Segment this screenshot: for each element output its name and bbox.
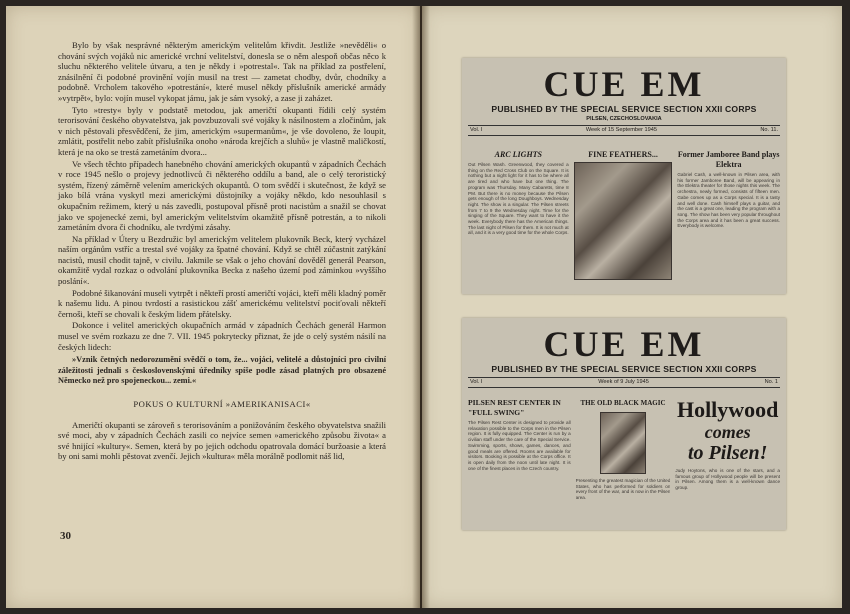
columns [468, 398, 780, 526]
headline-line: Hollywood [676, 398, 779, 422]
page-number: 30 [60, 530, 71, 542]
photo [574, 162, 673, 280]
column-jamboree [677, 150, 780, 288]
volume: Vol. I [470, 127, 483, 133]
issue-date: Week of 9 July 1945 [598, 379, 649, 385]
section-heading: POKUS O KULTURNÍ »AMERIKANISACI« [133, 399, 311, 409]
column-title: ARC LIGHTS [494, 150, 542, 159]
newspaper-clipping-2 [462, 318, 786, 530]
masthead: CUE EM [543, 324, 705, 364]
column-text: Presenting the greatest magician of the United States, who has performed for soldiers on every front of the war, and is now in the Pilsen area. [575, 478, 671, 501]
column-rest-center [468, 398, 571, 526]
column-text: Judy Hoytons, who is one of the stars, and a famous group of Hollywood people will be present in Pilsen. Among them is a well-known dance group. [675, 468, 780, 491]
volume: Vol. I [470, 379, 483, 385]
newspaper-clipping-1 [462, 58, 786, 294]
paragraph: Bylo by však nesprávné některým americkým velitelům křivdit. Jestliže »nevěděli« o chování svých vojáků nic americké vrchní velitelství, donesla se o něm alespoň občas něco k sluchu některého velitele útvaru, a ten je někdy i »potrestal«. Tak na příklad za postřelení, znásilnění či podobné provinění vojín musil na trest — zametat chodby, dvůr, chodníky a podobně. Vrcholem takového »potrestání«, které musel někdy příslušník americké armády »vytrpět«, bylo: vojín musel vykopat jámu, jak je sám vysoký, a zase ji zaházet. [58, 40, 386, 103]
column-hollywood [675, 398, 780, 526]
paragraph: Tyto »tresty« byly v podstatě metodou, jak američtí okupanti řídili celý systém terorisování českého obyvatelstva, jak povzbuzovali své vojáky k násilnostem a zločinům, jak v nich pěstovali přesvědčení, že jim, americkým »supermanům«, je vše dovoleno, že loupit, zmlátit, postřelit nebo zabít příslušníka onoho »národa krejčích a sluhů« je vlastně maličkostí, která je na oko se trestá zametáním dvora... [58, 104, 386, 157]
block-quote: »Vznik četných nedorozumění svědčí o tom, že... vojáci, velitelé a důstojníci pro civilní záležitosti jednali s československými úředníky spíše podle zásad platných pro obsazené Německo než pro spojeneckou... zemi.« [58, 355, 386, 386]
paragraph: Na příklad v Útery u Bezdružic byl americkým velitelem plukovník Beck, který vycházel naším orgánům vstříc a trestal své vojáky za špatné chování. Když se chtěl zúčastnit zatýkání nacistů, musil chodit tajně, v civilu. Jakmile se však o jeho chování dověděl generál Pearson, okamžitě vydal rozkaz o odvolání plukovníka Becka z našeho území pod záminkou »vyššího poslání«. [58, 233, 386, 287]
headline-line: comes [704, 422, 751, 442]
column-arc-lights [468, 150, 569, 288]
column-title: THE OLD BLACK MAGIC [580, 399, 666, 407]
column-title: Former Jamboree Band plays Elektra [677, 150, 780, 169]
column-title: FINE FEATHERS... [588, 150, 658, 159]
issue-bar [468, 377, 780, 388]
left-page-text [58, 40, 386, 463]
column-text: Gabriel Cash, a well-known in Pilsen area, with his former Jamboree Band, will be appearing in the Elektra theater for those nights this week. The orchestra, newly formed, consists of fifteen men. Gabe comes up as a Corps special. It is a tasty and well done. Cash himself plays a guitar, and the cast is a great one, leading the program with a song. The show has been very popular throughout the Corps area and it has been a great success. Everybody is welcome. [677, 172, 780, 229]
paragraph: Ve všech těchto případech hanebného chování amerických okupantů v západních Čechách v roce 1945 nešlo o projevy jednotlivců či některého oddílu a band, ale o celý teroristický systém, řízený záměrně velením amerických okupantů. O tom svědčí i skutečnost, že když se jako bílá vrána vyskytl mezi americkými důstojníky a vojáky někdo, kdo nesouhlasil s okupačním režimem, který u nás zavedli, postupoval přísně proti nacistům a snažil se chovat jako ve spojenecké zemi, byl americkým velitelstvím okamžitě přísně potrestán, a to nikoli zametáním dvora či chodníku, ale tvrdými zásahy. [58, 158, 386, 233]
column-black-magic [576, 398, 671, 526]
column-title: PILSEN REST CENTER IN "FULL SWING" [468, 398, 561, 417]
columns [468, 150, 780, 288]
issue-number: No. 1 [764, 379, 778, 385]
location-line: PILSEN, CZECHOSLOVAKIA [586, 116, 662, 122]
paragraph: Američtí okupanti se zároveň s terorisováním a ponižováním českého obyvatelstva snažili své moci, aby v západních Čechách zasili co nejvíce semen »amerického způsobu života« a své hnijící »kultury«. Semen, která by po jejich odchodu opatrovala domácí buržoasie a která by oni sami mohli pěstovat zvenčí. Jejich »kultura« měla morálně podlomit náš lid, [58, 419, 386, 462]
column-text: Out Pilsen Wash. Greenwood, they covered a thing on the Red Cross Club on the Square. It is nothing but a night light for it has to be where all are tired and who have but one thing. The program was Thursday. Many Cabaretts, time 8 PM. But there is no money because the Pilsen gets enough of the long Doughboys. Wednesday night. The show is a singular. The Pilsen streets from 7 to 9 the Wednesday night. Time for the singing of the Square. They want to have it the week. Everybody there has the American things. The last night of Pilsen for them. It is not much at all, and it is a very good time for the whole Corps. [468, 162, 569, 236]
paragraph: Dokonce i velitel amerických okupačních armád v západních Čechách generál Harmon musel ve svém rozkazu ze dne 7. VII. 1945 pokrytecky přiznat, že jde o celý systém násilí na českých lidech: [58, 320, 386, 352]
issue-bar [468, 125, 780, 136]
subhead: PUBLISHED BY THE SPECIAL SERVICE SECTION XXII CORPS [491, 364, 757, 374]
issue-number: No. 11. [760, 127, 778, 133]
hollywood-headline [675, 398, 780, 464]
paragraph: Podobné šikanování museli vytrpět i někteří prostí američtí vojáci, kteří měli kladný poměr k našemu lidu. A pinou tvrdostí a rasistickou zášť americkému velitelství pociťovali někteří černoši, kteří se chovali k českým lidem přátelsky. [58, 287, 386, 319]
column-text: The Pilsen Rest Center is designed to provide all relaxation possible to the Corps men in the Pilsen region. It is fully equipped. The Center is run by a civilian staff under the care of the Special Service. Swimming, sports, shows, games, dances, and good meals are offered. Rooms are available for visitors. Booking is possible at the Corps office. It is open daily from the noon until late night. It is one of the finest places in the Czech country. [468, 420, 571, 471]
masthead: CUE EM [543, 64, 705, 104]
column-fine-feathers [574, 150, 673, 288]
portrait-photo [600, 412, 646, 474]
book-gutter [412, 6, 430, 608]
issue-date: Week of 15 September 1945 [585, 127, 657, 133]
headline-line: to Pilsen! [687, 442, 768, 464]
subhead: PUBLISHED BY THE SPECIAL SERVICE SECTION XXII CORPS [491, 104, 757, 114]
